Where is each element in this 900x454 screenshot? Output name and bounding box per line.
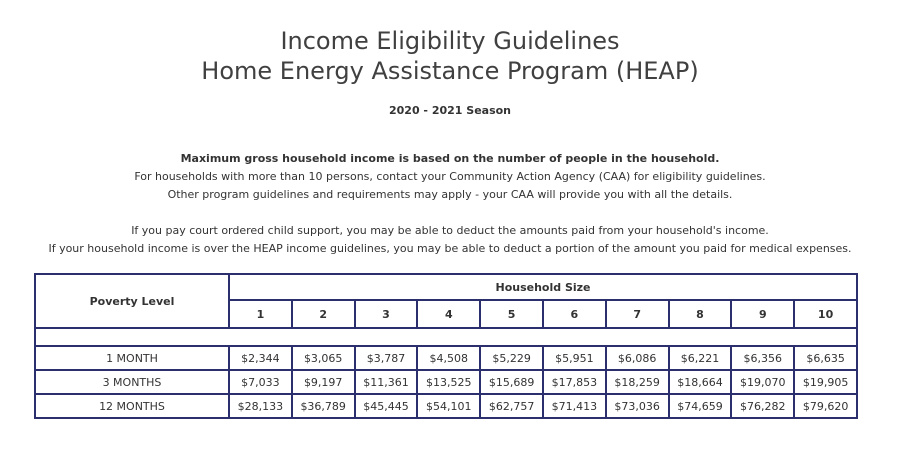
household-size-cell: 3 bbox=[355, 300, 418, 328]
season-label: 2020 - 2021 Season bbox=[388, 104, 512, 117]
table-row bbox=[35, 346, 857, 370]
poverty-level-label: 12 MONTHS bbox=[35, 394, 229, 418]
note-bold-line: Maximum gross household income is based on the number of people in the household. bbox=[180, 152, 720, 165]
income-cell: $5,229 bbox=[480, 346, 543, 370]
income-cell: $6,086 bbox=[606, 346, 669, 370]
household-size-cell: 9 bbox=[731, 300, 794, 328]
household-size-cell: 7 bbox=[606, 300, 669, 328]
note-line: For households with more than 10 persons, contact your Community Action Agency (CAA) for eligibility guidelines. bbox=[134, 170, 766, 183]
income-cell: $6,635 bbox=[794, 346, 857, 370]
income-cell: $13,525 bbox=[417, 370, 480, 394]
poverty-level-label: 3 MONTHS bbox=[35, 370, 229, 394]
note-line: If your household income is over the HEAP income guidelines, you may be able to deduct a portion of the amount you paid for medical expenses. bbox=[48, 242, 852, 255]
poverty-level-label: 1 MONTH bbox=[35, 346, 229, 370]
income-cell: $62,757 bbox=[480, 394, 543, 418]
income-cell: $73,036 bbox=[606, 394, 669, 418]
income-cell: $19,070 bbox=[731, 370, 794, 394]
income-cell: $76,282 bbox=[731, 394, 794, 418]
note-line: If you pay court ordered child support, you may be able to deduct the amounts paid from your household's income. bbox=[131, 224, 769, 237]
income-cell: $79,620 bbox=[794, 394, 857, 418]
income-cell: $3,787 bbox=[355, 346, 418, 370]
spacer-row bbox=[35, 328, 857, 346]
income-cell: $5,951 bbox=[543, 346, 606, 370]
household-size-cell: 10 bbox=[794, 300, 857, 328]
income-cell: $36,789 bbox=[292, 394, 355, 418]
note-line: Other program guidelines and requirements may apply - your CAA will provide you with all the details. bbox=[167, 188, 733, 201]
household-size-cell: 5 bbox=[480, 300, 543, 328]
income-cell: $3,065 bbox=[292, 346, 355, 370]
income-cell: $71,413 bbox=[543, 394, 606, 418]
income-cell: $11,361 bbox=[355, 370, 418, 394]
deduction-notes bbox=[0, 222, 900, 258]
income-cell: $4,508 bbox=[417, 346, 480, 370]
household-size-cell: 1 bbox=[229, 300, 292, 328]
income-cell: $19,905 bbox=[794, 370, 857, 394]
income-cell: $6,221 bbox=[669, 346, 732, 370]
income-cell: $74,659 bbox=[669, 394, 732, 418]
income-cell: $54,101 bbox=[417, 394, 480, 418]
household-size-cell: 8 bbox=[669, 300, 732, 328]
poverty-level-header: Poverty Level bbox=[35, 274, 229, 328]
income-cell: $15,689 bbox=[480, 370, 543, 394]
income-cell: $7,033 bbox=[229, 370, 292, 394]
income-cell: $2,344 bbox=[229, 346, 292, 370]
income-cell: $17,853 bbox=[543, 370, 606, 394]
income-cell: $18,664 bbox=[669, 370, 732, 394]
income-guidelines-table bbox=[34, 273, 858, 419]
income-cell: $18,259 bbox=[606, 370, 669, 394]
table-row bbox=[35, 370, 857, 394]
income-cell: $6,356 bbox=[731, 346, 794, 370]
income-cell: $9,197 bbox=[292, 370, 355, 394]
household-size-cell: 4 bbox=[417, 300, 480, 328]
page-title: Income Eligibility Guidelines bbox=[280, 27, 620, 55]
household-size-cell: 2 bbox=[292, 300, 355, 328]
table-row bbox=[35, 394, 857, 418]
page-subtitle: Home Energy Assistance Program (HEAP) bbox=[201, 57, 699, 85]
household-size-header: Household Size bbox=[229, 274, 857, 300]
income-cell: $45,445 bbox=[355, 394, 418, 418]
eligibility-notes bbox=[0, 150, 900, 204]
income-cell: $28,133 bbox=[229, 394, 292, 418]
household-size-cell: 6 bbox=[543, 300, 606, 328]
